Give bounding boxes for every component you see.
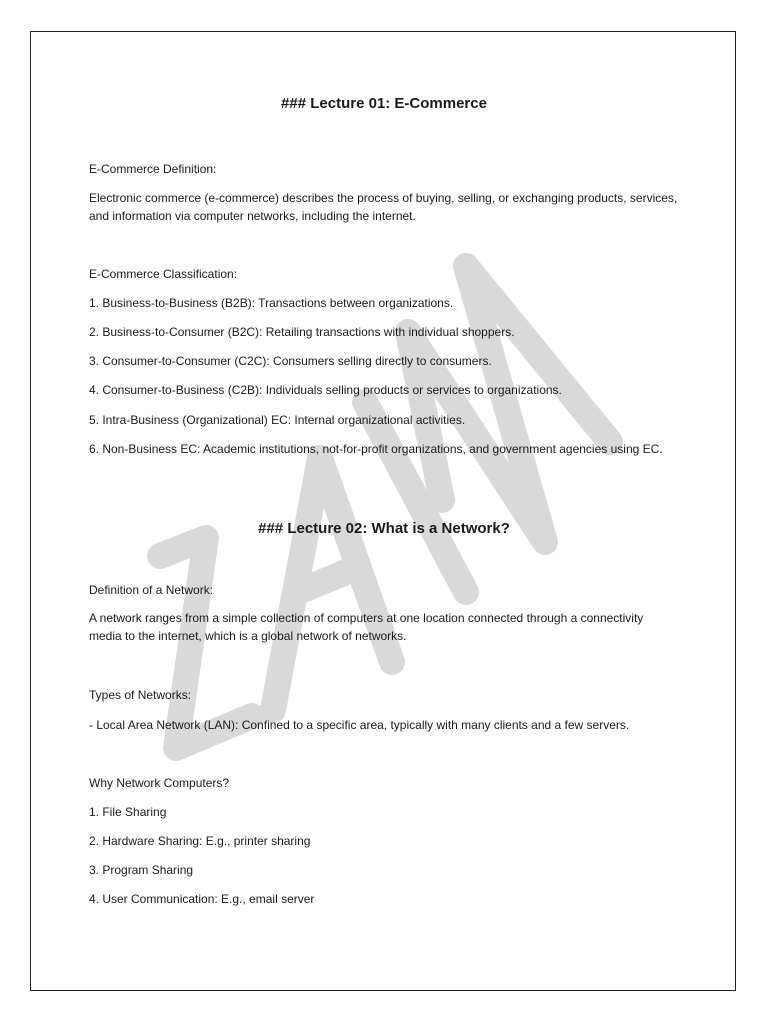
list-item: - Local Area Network (LAN): Confined to a specific area, typically with many clients and a few servers. xyxy=(89,718,630,732)
list-item: 3. Program Sharing xyxy=(89,863,194,877)
list-item: 6. Non-Business EC: Academic institutions, not-for-profit organizations, and government agencies using EC. xyxy=(89,442,663,456)
ecommerce-definition-text: Electronic commerce (e-commerce) describes the process of buying, selling, or exchanging products, services, and information via computer networks, including the internet. xyxy=(89,191,678,223)
list-item: 4. User Communication: E.g., email server xyxy=(89,892,315,906)
network-definition-text: A network ranges from a simple collection of computers at one location connected through a connectivity media to the internet, which is a global network of networks. xyxy=(89,611,644,643)
list-item: 4. Consumer-to-Business (C2B): Individuals selling products or services to organizations. xyxy=(89,383,562,397)
ecommerce-definition-label: E-Commerce Definition: xyxy=(89,162,217,176)
list-item: 2. Hardware Sharing: E.g., printer sharing xyxy=(89,834,311,848)
list-item: 1. Business-to-Business (B2B): Transactions between organizations. xyxy=(89,296,454,310)
lecture-02-heading: ### Lecture 02: What is a Network? xyxy=(258,520,510,537)
lecture-01-heading: ### Lecture 01: E-Commerce xyxy=(281,95,487,112)
list-item: 3. Consumer-to-Consumer (C2C): Consumers selling directly to consumers. xyxy=(89,354,492,368)
network-definition-label: Definition of a Network: xyxy=(89,583,214,597)
list-item: 5. Intra-Business (Organizational) EC: Internal organizational activities. xyxy=(89,413,466,427)
ecommerce-classification-label: E-Commerce Classification: xyxy=(89,267,238,281)
list-item: 2. Business-to-Consumer (B2C): Retailing transactions with individual shoppers. xyxy=(89,325,515,339)
network-types-label: Types of Networks: xyxy=(89,688,192,702)
list-item: 1. File Sharing xyxy=(89,805,167,819)
why-network-label: Why Network Computers? xyxy=(89,776,230,790)
